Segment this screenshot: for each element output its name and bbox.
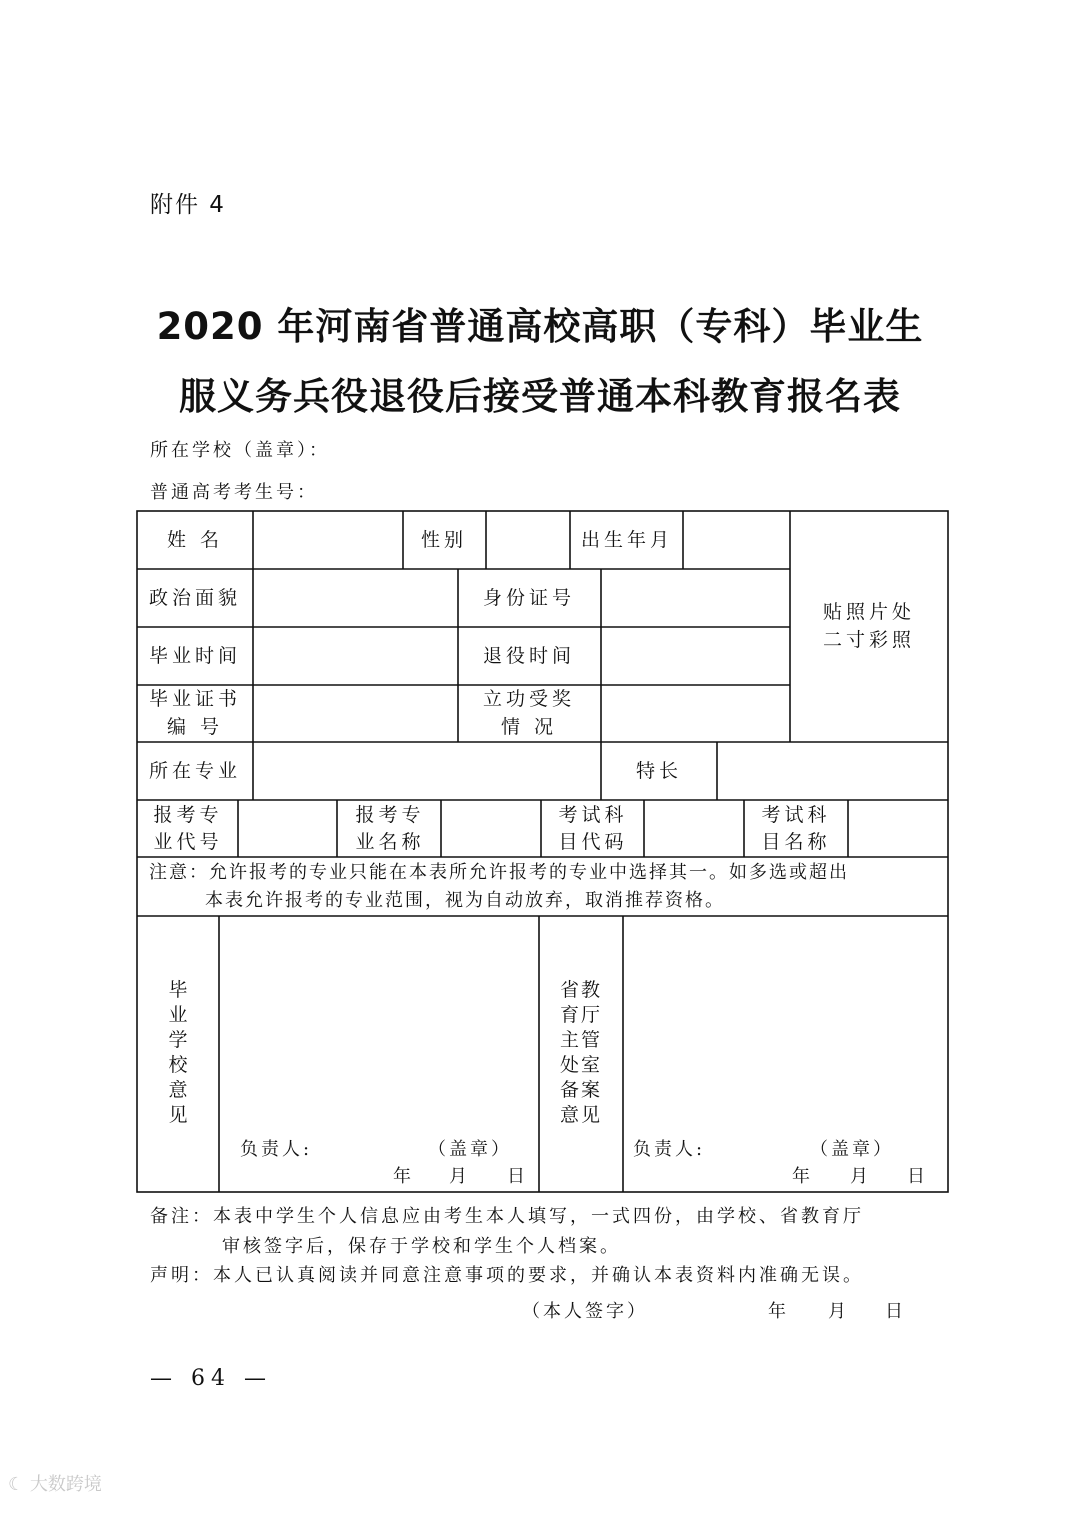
apply-major-name-line-1: 报考专 <box>355 804 425 826</box>
school-seal-label: 所在学校（盖章）： <box>150 440 330 461</box>
form-title-line-2: 服义务兵役退役后接受普通本科教育报名表 <box>179 375 901 418</box>
signature-date-year: 年 <box>768 1301 789 1322</box>
watermark-logo-icon: ☾ <box>8 1474 25 1495</box>
politics-label: 政治面貌 <box>148 587 242 609</box>
statement-line: 声明：本人已认真阅读并同意注意事项的要求，并确认本表资料内准确无误。 <box>150 1265 864 1286</box>
certificate-label-line-1: 毕业证书 <box>148 688 242 710</box>
apply-major-code-line-2: 业代号 <box>153 831 223 853</box>
signature-date-month: 月 <box>828 1301 849 1322</box>
watermark-text: 大数跨境 <box>29 1474 102 1495</box>
signature-label: （本人签字） <box>522 1301 648 1322</box>
award-label-line-1: 立功受奖 <box>482 688 576 710</box>
photo-placeholder-line-1: 贴照片处 <box>822 601 916 623</box>
apply-major-name-line-2: 业名称 <box>355 831 425 853</box>
page-number: — 64 — <box>150 1366 272 1391</box>
remark-line-2: 审核签字后，保存于学校和学生个人档案。 <box>222 1236 621 1257</box>
retirement-time-label: 退役时间 <box>482 645 576 667</box>
school-date-year: 年 <box>393 1166 415 1187</box>
school-seal-mark: （盖章） <box>428 1139 512 1160</box>
gender-label: 性别 <box>420 529 468 551</box>
subject-name-line-1: 考试科 <box>761 804 831 826</box>
school-leader-label: 负责人: <box>240 1139 313 1160</box>
id-number-label: 身份证号 <box>482 587 576 609</box>
form-title-line-1: 2020 年河南省普通高校高职（专科）毕业生 <box>156 305 924 348</box>
school-date-month: 月 <box>449 1166 471 1187</box>
subject-code-line-2: 目代码 <box>558 831 628 853</box>
name-label: 姓 名 <box>166 529 224 551</box>
dept-leader-label: 负责人: <box>633 1139 706 1160</box>
subject-name-line-2: 目名称 <box>761 831 831 853</box>
signature-date-day: 日 <box>885 1301 906 1322</box>
dept-opinion-label: 省教育厅主管处室备案意见 <box>559 979 602 1126</box>
attachment-label: 附件 4 <box>150 192 226 218</box>
apply-major-code-line-1: 报考专 <box>153 804 223 826</box>
exam-number-label: 普通高考考生号： <box>150 482 318 503</box>
school-opinion-label: 毕业学校意见 <box>168 979 188 1126</box>
graduation-time-label: 毕业时间 <box>148 645 242 667</box>
notice-line-2: 本表允许报考的专业范围，视为自动放弃，取消推荐资格。 <box>205 890 725 911</box>
award-label-line-2: 情 况 <box>500 716 558 738</box>
certificate-label-line-2: 编 号 <box>166 716 224 738</box>
watermark <box>8 1470 102 1496</box>
notice-line-1: 注意：允许报考的专业只能在本表所允许报考的专业中选择其一。如多选或超出 <box>149 862 849 883</box>
dept-date-day: 日 <box>907 1166 929 1187</box>
talent-label: 特长 <box>635 760 683 782</box>
remark-line-1: 备注：本表中学生个人信息应由考生本人填写，一式四份，由学校、省教育厅 <box>150 1206 864 1227</box>
major-label: 所在专业 <box>148 760 242 782</box>
birth-label: 出生年月 <box>580 529 674 551</box>
dept-date-year: 年 <box>792 1166 814 1187</box>
dept-seal-mark: （盖章） <box>810 1139 894 1160</box>
school-date-day: 日 <box>507 1166 529 1187</box>
subject-code-line-1: 考试科 <box>558 804 628 826</box>
photo-placeholder-line-2: 二寸彩照 <box>822 629 916 651</box>
dept-date-month: 月 <box>850 1166 872 1187</box>
